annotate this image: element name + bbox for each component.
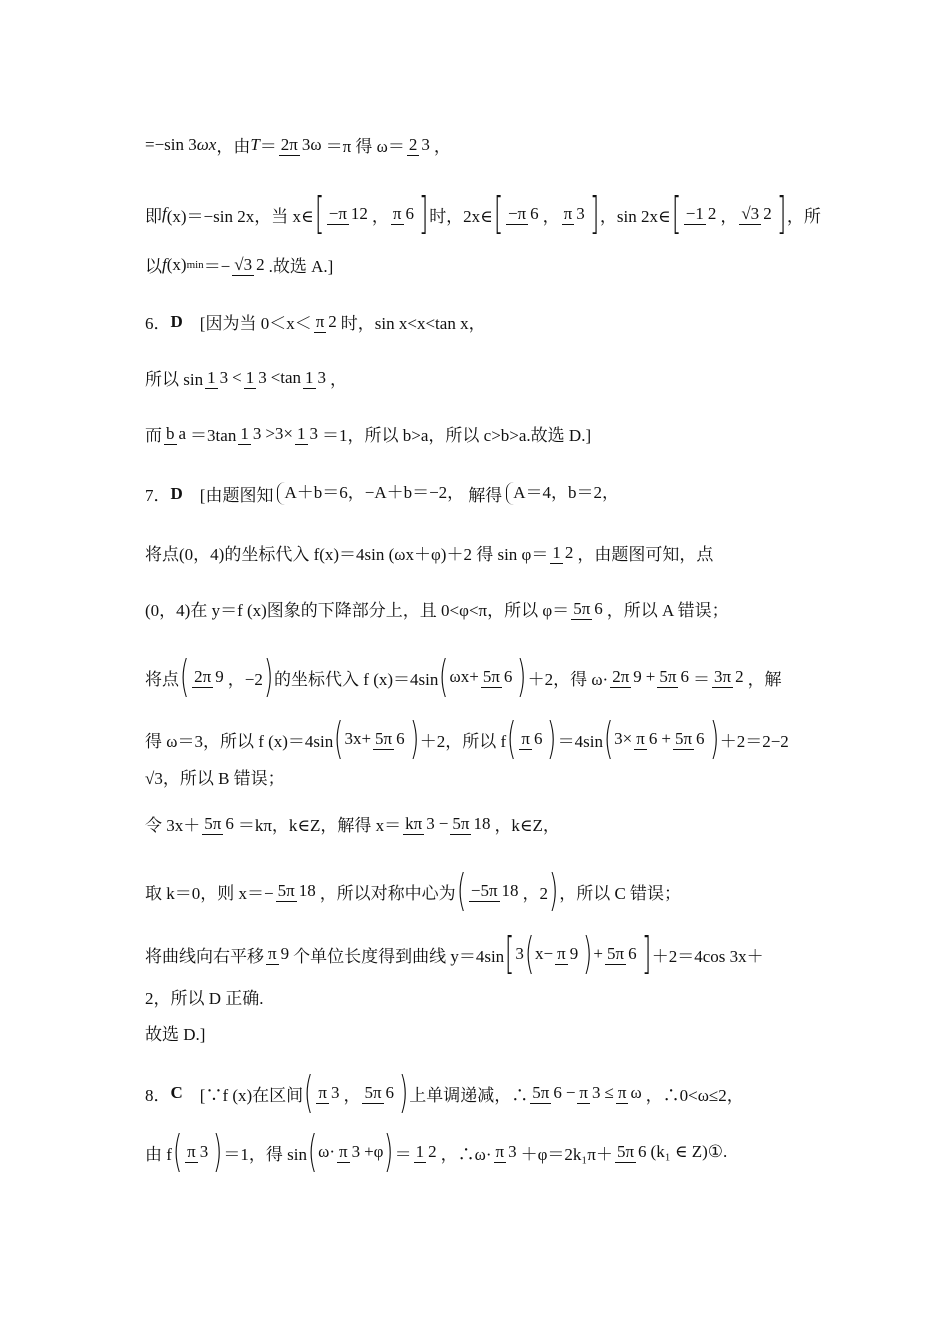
fraction [739,205,773,223]
text-run: ＝ [394,1144,412,1164]
bracket: ( [439,651,449,702]
text-run: ， [343,1085,361,1105]
fraction [684,205,719,223]
denominator: 18 [473,813,491,833]
text-run: ≤ [604,1083,614,1102]
text-run: ，解 [747,669,782,689]
text-run: ，∴ω· [440,1144,492,1164]
numerator: 5π [573,598,591,618]
bracket: ( [304,1067,314,1118]
text-run: 2，所以 D 正确. [145,989,264,1008]
fraction [279,136,324,154]
numerator: 5π [616,1142,635,1162]
bracket: ) [409,713,419,764]
text-run: (0，4)在 y＝f (x)图象的下降部分上，且 0<φ<π，所以 φ＝ [145,601,570,620]
text-run: 时，sin x<x<tan x， [340,314,486,333]
text-run: <tan [270,367,302,387]
text-line-l15 [145,928,764,979]
text-run: 3 [515,944,524,963]
text-run: ，∴0<ω≤2， [645,1085,744,1105]
fraction [316,1084,341,1102]
text-run: ＝1，所以 b>a，所以 c>b>a.故选 D.] [322,426,592,445]
text-run: ＋2＝4cos 3x＋ [651,946,764,966]
fraction [571,600,605,618]
bracket: ) [398,1067,409,1118]
bracket: ) [709,713,719,764]
text-run: (x) [166,254,187,274]
denominator: ω [630,1083,642,1103]
fraction [562,205,587,223]
text-line-l1 [145,132,451,157]
fraction [712,668,746,686]
text-line-l8 [145,540,713,565]
denominator: 9 [280,944,290,964]
numerator: −π [328,204,347,224]
denominator: a [178,423,187,443]
text-line-l19 [145,1126,728,1177]
denominator: 18 [298,881,316,901]
text-run: x− [535,944,554,963]
denominator: 6 [405,204,415,224]
denominator: 6 [225,813,234,833]
text-run: ， [371,206,389,226]
denominator: 3 [592,1083,601,1103]
bracket: ) [263,651,274,702]
bracket: ) [384,1126,394,1177]
text-run: (k₁ ∈ Z)①. [650,1142,728,1161]
fraction [238,425,263,443]
numerator: −π [507,204,527,224]
denominator: 6 [594,598,603,618]
denominator: 6 [533,729,543,749]
text-run: C [170,1083,183,1102]
numerator: 1 [305,367,314,387]
numerator: 5π [204,813,222,833]
text-run: 时，2x∈ [429,206,493,226]
text-run: =−sin 3 [145,134,197,154]
text-line-l11 [145,713,789,764]
numerator: kπ [405,813,423,833]
text-run: ，所以 C 错误； [559,883,682,903]
fraction [407,136,432,154]
text-run: 个单位长度得到曲线 y＝4sin [293,946,505,966]
text-run: ω· [318,1142,335,1161]
numerator: 1 [297,423,306,443]
fraction [295,425,320,443]
text-run: 7． [145,486,171,505]
text-run: 8． [145,1085,171,1105]
text-line-l16 [145,984,264,1009]
denominator: 6 [648,729,658,749]
bracket: [ [493,188,504,239]
bracket: ( [456,865,466,916]
numerator: √3 [234,254,253,274]
equation: A＋b＝6， [284,483,365,503]
denominator: 3 [576,204,585,224]
denominator: 2 [328,311,337,331]
text-run: [由题图知 [182,486,274,505]
bracket: ( [179,651,190,702]
numerator: 1 [415,1142,425,1162]
fraction [530,1084,564,1102]
denominator: 6 [385,1083,395,1103]
text-run: ＋φ＝2k₁π＋ [520,1144,613,1164]
denominator: 6 [553,1083,562,1103]
numerator: 5π [364,1083,382,1103]
numerator: π [392,204,402,224]
denominator: 2 [564,542,574,562]
denominator: 6 [638,1142,647,1162]
text-run: < [232,367,242,387]
text-run: + [661,729,671,748]
numerator: π [521,729,530,749]
text-run: ＝1，得 sin [223,1144,307,1164]
numerator: 3π [713,667,732,687]
text-line-l17 [145,1020,205,1045]
bracket: [ [671,188,681,239]
text-run: [∵f (x)在区间 [182,1085,304,1105]
text-run: 由 f [145,1144,172,1164]
fraction [481,668,515,686]
numerator: π [338,1142,348,1162]
text-run: D [170,483,183,503]
denominator: 3 [426,813,435,833]
text-run: 将点 [145,669,179,689]
bracket: ] [641,928,651,979]
text-run: .故选 A.] [268,257,334,276]
text-run: [因为当 0＜x＜ [182,314,312,333]
numerator: π [318,1083,327,1103]
text-run: ，由题图可知，点 [577,545,714,564]
text-run: ，−2 [227,669,263,689]
text-run: f [162,254,167,274]
text-run: ＝ [692,669,710,689]
denominator: 3ω [301,134,322,154]
text-run: ， [330,370,348,389]
text-run: 将点(0，4)的坐标代入 f(x)＝4sin (ωx＋φ)＋2 得 sin φ＝ [145,545,549,564]
text-run: ωx [196,134,217,154]
fraction [205,369,230,387]
bracket: ] [418,188,429,239]
numerator: 5π [452,813,470,833]
bracket: ] [589,188,600,239]
fraction [610,668,644,686]
denominator: 18 [501,881,519,901]
fraction [337,1143,362,1161]
text-run: 6． [145,314,171,333]
text-run: T [250,134,260,154]
text-run: 取 k＝0，则 x＝− [145,883,274,903]
text-run: +φ [364,1142,384,1161]
numerator: 5π [606,944,625,964]
text-run: 得 ω＝3，所以 f (x)＝4sin [145,731,334,751]
text-line-l12 [145,764,285,789]
fraction [550,544,575,562]
fraction [469,882,521,900]
fraction [403,815,437,833]
bracket: ( [307,1126,318,1177]
numerator: b [166,423,175,443]
denominator: 6 [680,667,689,687]
fraction [276,882,318,900]
fraction [615,1143,649,1161]
denominator: 12 [350,204,368,224]
numerator: 1 [240,423,249,443]
text-line-l3 [145,252,333,277]
denominator: 2 [735,667,744,687]
fraction [192,668,226,686]
numerator: π [268,944,277,964]
denominator: 3 [508,1142,517,1162]
fraction [373,730,407,748]
fraction [450,815,492,833]
denominator: 3 [252,423,262,443]
fraction [327,205,370,223]
text-run: 即 [145,206,162,226]
bracket: ) [517,651,527,702]
fraction [506,205,541,223]
numerator: 2π [194,667,212,687]
equation-system [277,482,464,505]
bracket: ( [524,928,535,979]
bracket: ) [547,713,557,764]
bracket: [ [505,928,515,979]
numerator: −5π [470,881,498,901]
text-run: ， [542,206,560,226]
text-run: 而 [145,426,162,445]
bracket: ( [172,1126,183,1177]
equation: A＝4， [513,483,568,503]
text-line-l9 [145,596,729,621]
text-run: (x)＝−sin 2x，当 x∈ [166,206,314,226]
text-run: √3，所以 B 错误； [145,769,285,788]
numerator: −1 [685,204,704,224]
text-run: >3× [265,423,294,443]
text-run: + [645,667,656,686]
numerator: π [557,944,566,964]
text-run: ，k∈Z， [494,816,560,835]
numerator: π [636,729,645,749]
numerator: 5π [375,729,393,749]
numerator: 5π [674,729,693,749]
fraction [362,1084,396,1102]
denominator: 2 [256,254,265,274]
text-line-l13 [145,811,560,836]
numerator: 5π [659,667,677,687]
bracket: ) [548,865,559,916]
text-run: 的坐标代入 f (x)＝4sin [274,669,439,689]
bracket: ( [507,713,517,764]
text-run: 解得 [468,486,503,505]
text-line-l2 [145,188,821,239]
text-run: ，由 [216,137,251,156]
text-run: ，sin 2x∈ [599,206,671,226]
bracket: ] [776,188,786,239]
denominator: 3 [421,134,430,154]
numerator: 5π [277,881,295,901]
text-run: 将曲线向右平移 [145,946,264,966]
text-run: 故选 D.] [145,1025,206,1044]
bracket: ( [603,713,614,764]
denominator: 9 [633,667,642,687]
denominator: 3 [199,1142,209,1162]
numerator: √3 [741,204,760,224]
denominator: 6 [696,729,705,749]
equation-system [506,482,619,505]
denominator: 9 [215,667,224,687]
denominator: 6 [503,667,513,687]
numerator: 1 [245,367,255,387]
fraction [202,815,236,833]
fraction [391,205,416,223]
text-run: ＝3tan [190,426,237,445]
fraction [605,945,639,963]
text-line-l10 [145,651,782,702]
equation: −A＋b＝−2， [364,483,465,503]
fraction [266,945,291,963]
text-run: f [162,204,167,223]
denominator: 6 [530,204,539,224]
numerator: 2π [280,134,298,154]
numerator: π [187,1142,196,1162]
numerator: π [563,204,573,224]
text-run: 令 3x＋ [145,816,201,835]
numerator: 2 [408,134,418,154]
text-run: ＋2，所以 f [419,731,507,751]
fraction [414,1143,439,1161]
text-run: 上单调递减，∴ [409,1085,529,1105]
text-run: ， [433,137,451,156]
text-run: min [186,258,204,271]
text-line-l5 [145,365,347,390]
denominator: 2 [763,204,772,224]
numerator: 1 [552,542,561,562]
denominator: 3 [351,1142,361,1162]
fraction [303,369,328,387]
text-run: 3x+ [344,729,372,748]
denominator: 3 [317,367,327,387]
text-run: ，所 [786,206,821,226]
denominator: 3 [258,367,267,387]
bracket: ) [583,928,593,979]
text-run: ＝− [203,257,231,276]
text-line-l6 [145,421,591,446]
numerator: 2π [612,667,630,687]
denominator: 9 [569,944,579,964]
text-run: ，所以对称中心为 [319,883,456,903]
fraction [616,1084,644,1102]
text-run: − [438,813,449,833]
text-run: ＝4sin [557,731,603,751]
fraction [314,313,339,331]
fraction [185,1143,210,1161]
text-run: 3× [614,729,633,748]
numerator: π [617,1083,627,1103]
text-line-l4 [145,309,486,334]
numerator: π [495,1142,505,1162]
text-run: ＋2，得 ω· [527,669,609,689]
bracket: ) [213,1126,223,1177]
text-run: ＋2＝2−2 [719,731,789,751]
denominator: 3 [330,1083,340,1103]
fraction [577,1084,602,1102]
fraction [555,945,580,963]
text-run: ＝kπ，k∈Z，解得 x＝ [237,816,402,835]
text-run: D [170,311,183,331]
numerator: π [579,1083,588,1103]
fraction [634,730,659,748]
denominator: 3 [219,367,229,387]
text-run: ， [720,206,738,226]
numerator: 5π [482,667,500,687]
denominator: 6 [628,944,637,964]
fraction [164,425,188,443]
denominator: 2 [707,204,717,224]
numerator: 5π [532,1083,550,1103]
fraction [519,730,544,748]
text-run: + [593,944,603,963]
text-run: 以 [145,257,162,276]
text-run: ＝π 得 ω＝ [325,137,405,156]
denominator: 2 [428,1142,437,1162]
fraction [657,668,691,686]
denominator: 6 [396,729,405,749]
text-line-l14 [145,865,682,916]
text-run: ，2 [522,883,549,903]
fraction [494,1143,519,1161]
bracket: ( [334,713,344,764]
equation: b＝2， [567,483,619,503]
numerator: 1 [207,367,216,387]
numerator: π [315,311,325,331]
denominator: 3 [309,423,319,443]
text-run: 所以 sin [145,370,204,389]
fraction [244,369,269,387]
text-run: ，所以 A 错误； [606,601,729,620]
text-line-l7 [145,481,623,506]
text-line-l18 [145,1067,744,1118]
text-run: ＝ [259,137,277,156]
bracket: [ [314,188,324,239]
fraction [673,730,707,748]
text-run: ωx+ [449,667,479,686]
text-run: − [565,1083,576,1102]
fraction [232,256,266,274]
